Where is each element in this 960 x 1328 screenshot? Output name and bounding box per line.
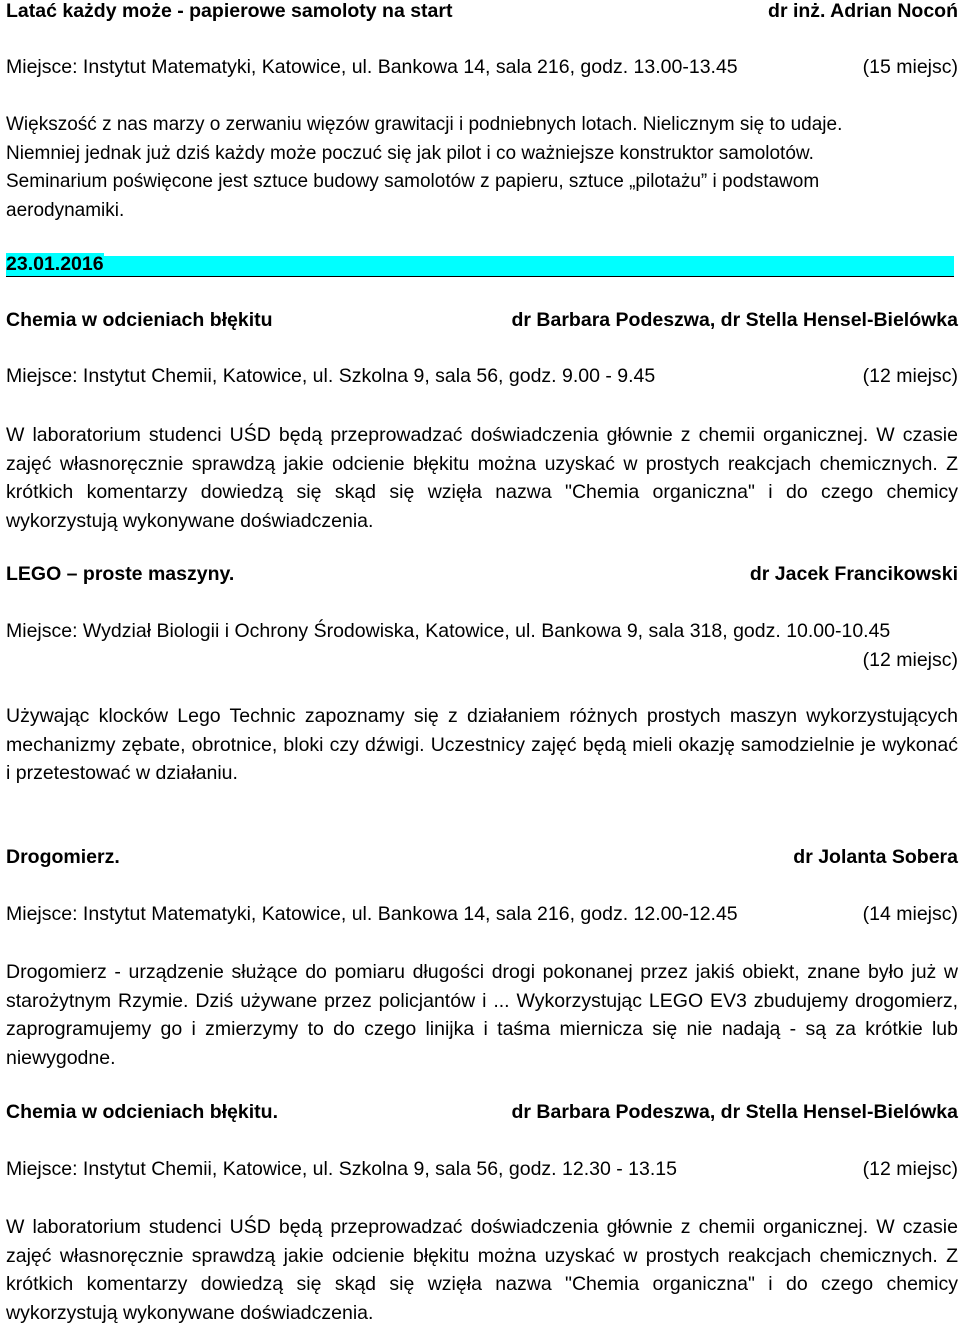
session-lecturer: dr Jacek Francikowski	[749, 563, 958, 585]
session-place: Miejsce: Instytut Chemii, Katowice, ul. Szkolna 9, sala 56, godz. 9.00 - 9.45	[6, 365, 656, 387]
session-place-row	[6, 617, 958, 674]
session-title: Latać każdy może - papierowe samoloty na start	[6, 0, 453, 22]
session-odometer	[6, 846, 958, 1069]
session-lecturer: dr inż. Adrian Nocoń	[768, 0, 958, 22]
session-lego	[6, 563, 958, 784]
session-title: Chemia w odcieniach błękitu	[6, 309, 273, 331]
description-line: aerodynamiki.	[6, 199, 125, 221]
session-seats: (14 miejsc)	[862, 903, 958, 925]
session-lecturer: dr Jolanta Sobera	[793, 846, 958, 868]
session-airplanes	[6, 0, 958, 221]
session-title: LEGO – proste maszyny.	[6, 563, 235, 585]
session-header	[6, 1101, 958, 1124]
session-description: Drogomierz - urządzenie służące do pomiaru długości drogi pokonanej przez jakiś obiekt, znane było już w starożytnym Rzymie. Dziś używane przez policjantów i ... Wykorzystując LEGO EV3 zbudujemy drogomierz, zaprogramujemy go i zmierzymy to do czego linijka i taśma miernicza się nie nadają - są za krótkie lub niewygodne.	[6, 961, 958, 1069]
session-lecturer: dr Barbara Podeszwa, dr Stella Hensel-Bielówka	[511, 1101, 958, 1123]
session-seats: (12 miejsc)	[862, 648, 958, 671]
session-place: Miejsce: Wydział Biologii i Ochrony Środowiska, Katowice, ul. Bankowa 9, sala 318, godz. 10.00-10.45	[6, 620, 891, 642]
session-header	[6, 309, 958, 332]
session-description: Używając klocków Lego Technic zapoznamy się z działaniem różnych prostych maszyn wykorzystujących mechanizmy zębate, obrotnice, bloki czy dźwigi. Uczestnicy zajęć będą mieli okazję samodzielnie je wykonać i przetestować w działaniu.	[6, 705, 958, 784]
session-place: Miejsce: Instytut Matematyki, Katowice, ul. Bankowa 14, sala 216, godz. 13.00-13.45	[6, 56, 738, 78]
session-title: Chemia w odcieniach błękitu.	[6, 1101, 278, 1123]
session-chemistry-1	[6, 309, 958, 532]
session-place-row	[6, 365, 958, 388]
session-place-row	[6, 1158, 958, 1181]
session-seats: (12 miejsc)	[862, 365, 958, 387]
session-lecturer: dr Barbara Podeszwa, dr Stella Hensel-Bielówka	[511, 309, 958, 331]
description-line: Seminarium poświęcone jest sztuce budowy samolotów z papieru, sztuce „pilotażu” i podstawom	[6, 171, 820, 192]
session-header	[6, 0, 958, 24]
date-heading-underline	[104, 256, 954, 277]
session-description: W laboratorium studenci UŚD będą przeprowadzać doświadczenia głównie z chemii organicznej. W czasie zajęć własnoręcznie sprawdzą jakie odcienie błękitu można uzyskać w prostych reakcjach chemicznych. Z krótkich komentarzy dowiedzą się skąd się wzięła nazwa "Chemia organiczna" i do czego chemicy wykorzystują wykonywane doświadczenia.	[6, 424, 958, 532]
session-header	[6, 563, 958, 586]
date-heading-text: 23.01.2016	[6, 253, 104, 275]
session-place-row	[6, 903, 958, 926]
date-heading	[6, 251, 954, 277]
session-title: Drogomierz.	[6, 846, 120, 868]
description-line: Większość z nas marzy o zerwaniu więzów grawitacji i podniebnych lotach. Nielicznym się to udaje.	[6, 114, 843, 135]
session-chemistry-2	[6, 1101, 958, 1324]
session-seats: (12 miejsc)	[862, 1158, 958, 1180]
session-seats: (15 miejsc)	[862, 56, 958, 78]
session-place: Miejsce: Instytut Chemii, Katowice, ul. Szkolna 9, sala 56, godz. 12.30 - 13.15	[6, 1158, 677, 1180]
session-description	[6, 111, 958, 225]
session-place-row	[6, 56, 958, 79]
session-place: Miejsce: Instytut Matematyki, Katowice, ul. Bankowa 14, sala 216, godz. 12.00-12.45	[6, 903, 738, 925]
session-header	[6, 846, 958, 869]
description-line: Niemniej jednak już dziś każdy może poczuć się jak pilot i co ważniejsze konstruktor samolotów.	[6, 142, 814, 164]
session-description: W laboratorium studenci UŚD będą przeprowadzać doświadczenia głównie z chemii organicznej. W czasie zajęć własnoręcznie sprawdzą jakie odcienie błękitu można uzyskać w prostych reakcjach chemicznych. Z krótkich komentarzy dowiedzą się skąd się wzięła nazwa "Chemia organiczna" i do czego chemicy wykorzystują wykonywane doświadczenia.	[6, 1216, 958, 1324]
